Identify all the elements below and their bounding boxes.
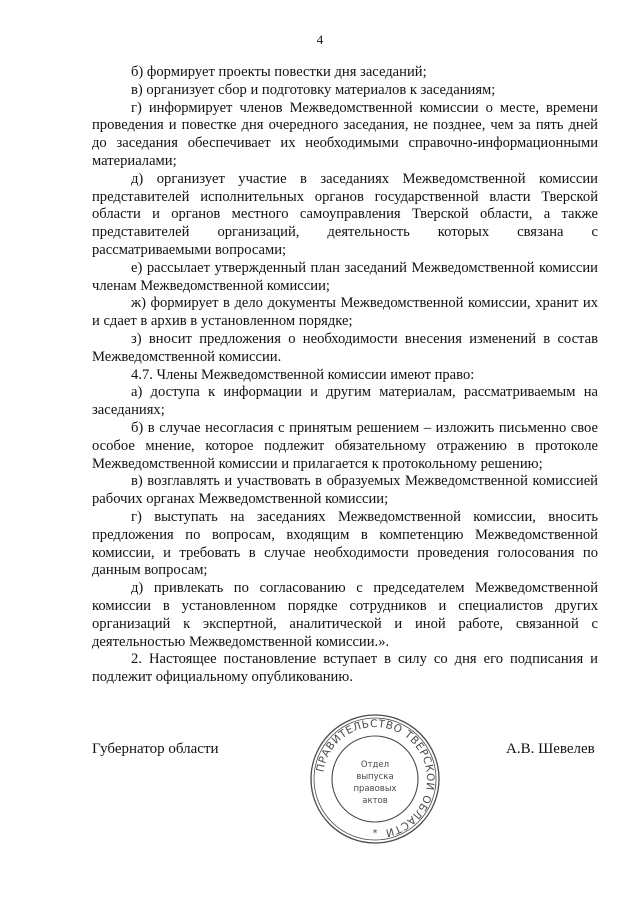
official-stamp: [308, 712, 442, 846]
signatory-position: Губернатор области: [92, 741, 219, 757]
paragraph: б) формирует проекты повестки дня заседаний;: [131, 64, 427, 80]
paragraph: г) выступать на заседаниях Межведомственной комиссии, вносить предложения по вопросам, входящим в компетенцию Межведомственной комиссии, и требовать в случае необходимости проведения голосования по данным вопросам;: [92, 508, 598, 579]
stamp-star-icon: *: [372, 828, 378, 839]
paragraph: г) информирует членов Межведомственной комиссии о месте, времени проведения и повестке дня очередного заседания, не позднее, чем за пять дней до заседания обеспечивает их необходимыми справочно-информационными материалами;: [92, 99, 598, 169]
paragraph: в) организует сбор и подготовку материалов к заседаниям;: [131, 81, 496, 98]
stamp-line: правовых: [353, 784, 397, 794]
paragraph: в) возглавлять и участвовать в образуемых Межведомственной комиссией рабочих органах Межведомственной комиссии;: [92, 473, 598, 508]
paragraph: а) доступа к информации и другим материалам, рассматриваемым на заседаниях;: [92, 384, 598, 419]
stamp-line: выпуска: [356, 772, 394, 782]
stamp-line: актов: [362, 796, 388, 806]
stamp-line: Отдел: [360, 760, 390, 770]
paragraph: 2. Настоящее постановление вступает в силу со дня его подписания и подлежит официальному опубликованию.: [92, 651, 598, 686]
paragraph: е) рассылает утвержденный план заседаний Межведомственной комиссии членам Межведомственной комиссии;: [92, 259, 598, 294]
page-number: 4: [316, 32, 324, 47]
paragraph: ж) формирует в дело документы Межведомственной комиссии, хранит их и сдает в архив в установленном порядке;: [92, 295, 598, 330]
stamp-graphic: [308, 712, 442, 846]
stamp-ring-text: ПРАВИТЕЛЬСТВО ТВЕРСКОЙ ОБЛАСТИ: [314, 717, 437, 839]
paragraph: 4.7. Члены Межведомственной комиссии имеют право:: [131, 366, 475, 383]
paragraph: з) вносит предложения о необходимости внесения изменений в состав Межведомственной комиссии.: [92, 330, 598, 365]
paragraph: б) в случае несогласия с принятым решением – изложить письменно свое особое мнение, которое подлежит обязательному отражению в протоколе Межведомственной комиссии и прилагается к протокольному решению;: [92, 419, 598, 472]
signatory-name: А.В. Шевелев: [506, 741, 595, 757]
paragraph: д) организует участие в заседаниях Межведомственной комиссии представителей исполнительных органов государственной власти Тверской области и органов местного самоуправления Тверской области, а также представителей организаций, деятельность которых связана с рассматриваемыми вопросами;: [92, 170, 598, 258]
document-body: [92, 64, 598, 687]
paragraph: д) привлекать по согласованию с председателем Межведомственной комиссии в установленном порядке сотрудников и специалистов других организаций к экспертной, аналитической и иной работе, связанной с деятельностью Межведомственной комиссии.».: [92, 580, 598, 650]
